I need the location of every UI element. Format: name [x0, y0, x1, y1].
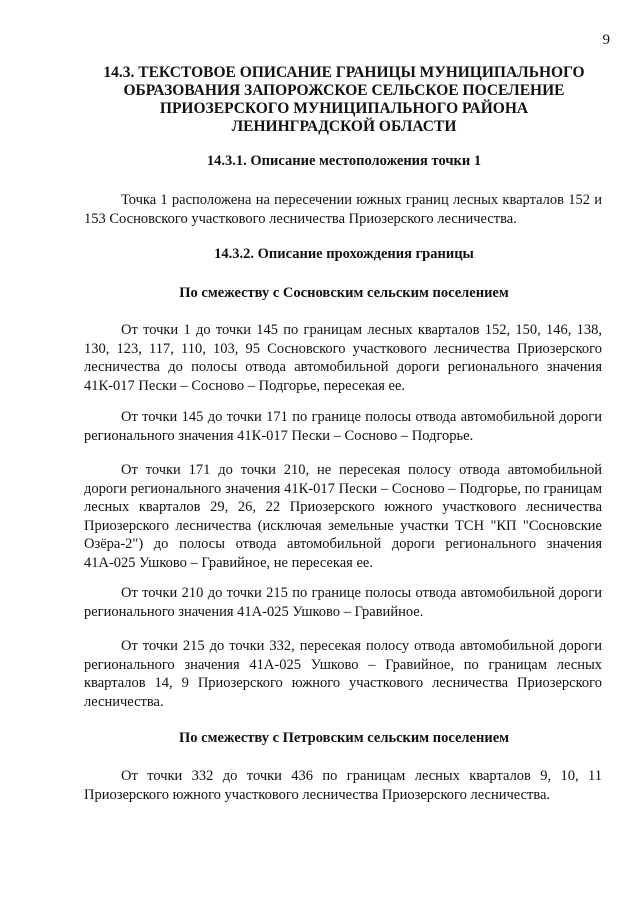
title-line: 14.3. ТЕКСТОВОЕ ОПИСАНИЕ ГРАНИЦЫ МУНИЦИПАЛЬНОГО [103, 64, 585, 81]
paragraph-route: От точки 215 до точки 332, пересекая полосу отвода автомобильной дороги регионального значения 41А-025 Ушково – Гравийное, по границам лесных кварталов 14, 9 Приозерского южного участкового лесничества Приозерского лесничества. [84, 638, 602, 710]
paragraph-route: От точки 332 до точки 436 по границам лесных кварталов 9, 10, 11 Приозерского южного участкового лесничества Приозерского лесничества. [84, 768, 602, 803]
paragraph-point-location: Точка 1 расположена на пересечении южных границ лесных кварталов 152 и 153 Сосновского участкового лесничества Приозерского лесничества. [84, 192, 602, 227]
paragraph-route: От точки 145 до точки 171 по границе полосы отвода автомобильной дороги регионального значения 41К-017 Пески – Сосново – Подгорье. [84, 409, 602, 444]
title-line: ЛЕНИНГРАДСКОЙ ОБЛАСТИ [231, 118, 457, 135]
section-heading-boundary-route: 14.3.2. Описание прохождения границы [214, 246, 474, 262]
document-title [84, 64, 604, 136]
section-heading-point-location: 14.3.1. Описание местоположения точки 1 [206, 153, 482, 169]
title-line: ПРИОЗЕРСКОГО МУНИЦИПАЛЬНОГО РАЙОНА [159, 100, 529, 117]
title-line: ОБРАЗОВАНИЯ ЗАПОРОЖСКОЕ СЕЛЬСКОЕ ПОСЕЛЕНИЕ [123, 82, 565, 99]
paragraph-route: От точки 171 до точки 210, не пересекая полосу отвода автомобильной дороги регионального значения 41К-017 Пески – Сосново – Подгорье, по границам лесных кварталов 29, 26, 22 Приозерского южного участкового лесничества Приозерского лесничества (исключая земельные участки ТСН "КП "Сосновские Озёра-2") до полосы отвода автомобильной дороги регионального значения 41А-025 Ушково – Гравийное, не пересекая ее. [84, 462, 602, 571]
subsection-heading-sosnovskoe: По смежеству с Сосновским сельским поселением [179, 285, 509, 301]
subsection-heading-petrovskoe: По смежеству с Петровским сельским поселением [178, 730, 510, 746]
paragraph-route: От точки 1 до точки 145 по границам лесных кварталов 152, 150, 146, 138, 130, 123, 117, 110, 103, 95 Сосновского участкового лесничества Приозерского лесничества до полосы отвода автомобильной дороги регионального значения 41К-017 Пески – Сосново – Подгорье, пересекая ее. [84, 322, 602, 394]
paragraph-route: От точки 210 до точки 215 по границе полосы отвода автомобильной дороги регионального значения 41А-025 Ушково – Гравийное. [84, 585, 602, 620]
page-number: 9 [602, 32, 610, 48]
